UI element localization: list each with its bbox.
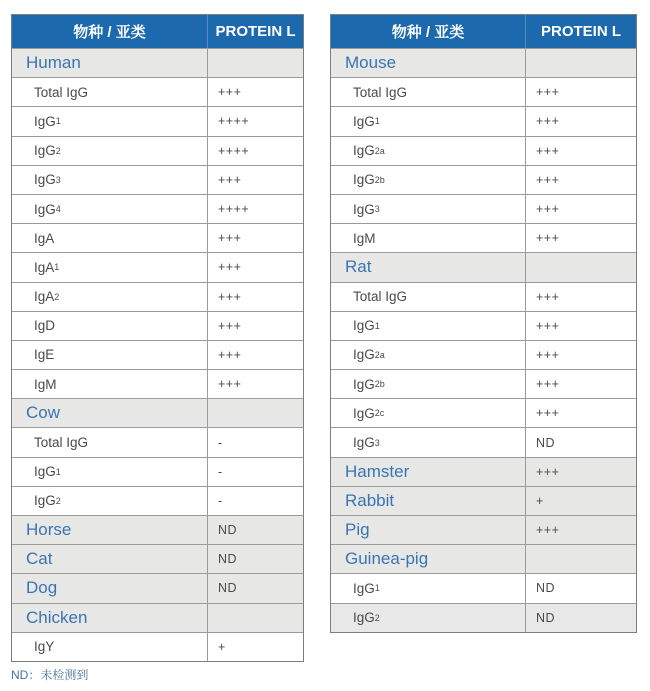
subclass-data-row	[331, 311, 636, 340]
subclass-label: IgG 4	[12, 195, 208, 223]
subclass-data-row	[331, 427, 636, 456]
subclass-label: Total IgG	[331, 78, 526, 106]
subclass-label: IgG 2	[12, 137, 208, 165]
species-table-left	[11, 14, 304, 662]
subclass-data-row	[12, 223, 303, 252]
binding-strength-value: +++	[536, 406, 560, 421]
binding-strength-value: ND	[218, 552, 238, 567]
binding-strength-value: +++	[218, 289, 242, 304]
subclass-data-row	[12, 252, 303, 281]
species-name: Cat	[12, 545, 208, 573]
binding-strength-value: +++	[536, 318, 560, 333]
subclass-label: Total IgG	[12, 428, 208, 456]
binding-strength-value	[208, 49, 303, 77]
subclass-label: IgG 2a	[331, 137, 526, 165]
binding-strength-value: +++	[218, 85, 242, 100]
subclass-data-row	[331, 77, 636, 106]
binding-strength-value: -	[218, 464, 223, 479]
binding-strength-value: +++	[536, 202, 560, 217]
species-section-row	[12, 48, 303, 77]
species-section-row	[331, 486, 636, 515]
species-name: Chicken	[12, 604, 208, 632]
species-column-header: 物种 / 亚类	[331, 15, 526, 48]
binding-strength-value: +++	[536, 114, 560, 129]
subclass-label: IgG 2c	[331, 399, 526, 427]
species-section-row	[12, 544, 303, 573]
subclass-data-row	[12, 136, 303, 165]
subclass-data-row	[12, 427, 303, 456]
subclass-label: IgA 1	[12, 253, 208, 281]
subclass-data-row	[12, 106, 303, 135]
subclass-label: IgM	[12, 370, 208, 398]
binding-strength-value: +++	[536, 347, 560, 362]
subclass-label: IgG 2	[12, 487, 208, 515]
species-section-row	[331, 515, 636, 544]
subclass-label: IgG 1	[331, 107, 526, 135]
subclass-data-row	[12, 311, 303, 340]
binding-strength-value: +	[536, 493, 544, 508]
species-section-row	[331, 252, 636, 281]
subclass-data-row	[12, 369, 303, 398]
binding-strength-value: ++++	[218, 114, 250, 129]
subclass-label: Total IgG	[331, 283, 526, 311]
binding-strength-value	[208, 399, 303, 427]
binding-strength-value: ++++	[218, 202, 250, 217]
subclass-label: IgG 3	[12, 166, 208, 194]
species-section-row	[331, 544, 636, 573]
species-section-row	[331, 48, 636, 77]
species-section-row	[12, 573, 303, 602]
binding-strength-value	[526, 253, 636, 281]
subclass-data-row	[12, 165, 303, 194]
species-name: Cow	[12, 399, 208, 427]
subclass-data-row	[12, 340, 303, 369]
table-header-row	[12, 15, 303, 48]
protein-l-column-header: PROTEIN L	[540, 23, 621, 40]
binding-strength-value: +++	[218, 260, 242, 275]
subclass-data-row	[331, 282, 636, 311]
subclass-label: IgG 1	[331, 574, 526, 602]
subclass-label: IgD	[12, 312, 208, 340]
species-name: Pig	[331, 516, 526, 544]
binding-strength-value: +++	[218, 347, 242, 362]
subclass-data-row	[12, 486, 303, 515]
binding-strength-value: -	[218, 435, 223, 450]
subclass-data-row	[12, 194, 303, 223]
subclass-data-row	[331, 194, 636, 223]
species-section-row	[12, 603, 303, 632]
subclass-data-row	[331, 165, 636, 194]
subclass-label: IgA 2	[12, 283, 208, 311]
nd-legend-note: ND：未检测到	[11, 668, 89, 682]
species-section-row	[12, 515, 303, 544]
species-name: Rabbit	[331, 487, 526, 515]
species-name: Horse	[12, 516, 208, 544]
subclass-label: IgG 2a	[331, 341, 526, 369]
subclass-label: IgG 1	[331, 312, 526, 340]
subclass-label: IgG 2b	[331, 370, 526, 398]
subclass-label: IgG 2	[331, 604, 526, 632]
subclass-data-row	[331, 398, 636, 427]
species-name: Hamster	[331, 458, 526, 486]
subclass-label: IgG 1	[12, 458, 208, 486]
binding-strength-value: +++	[218, 172, 242, 187]
subclass-label: IgY	[12, 633, 208, 661]
species-name: Dog	[12, 574, 208, 602]
subclass-data-row	[331, 223, 636, 252]
subclass-label: IgG 3	[331, 195, 526, 223]
subclass-data-row	[331, 136, 636, 165]
subclass-label: IgG 3	[331, 428, 526, 456]
binding-strength-value: +++	[536, 172, 560, 187]
binding-strength-value	[526, 49, 636, 77]
subclass-label: IgA	[12, 224, 208, 252]
species-name: Guinea-pig	[331, 545, 526, 573]
subclass-label: IgM	[331, 224, 526, 252]
subclass-data-row	[331, 573, 636, 602]
subclass-data-row	[331, 603, 636, 632]
binding-strength-value: +	[218, 639, 226, 654]
binding-strength-value	[208, 604, 303, 632]
subclass-data-row	[12, 77, 303, 106]
binding-strength-value: ++++	[218, 143, 250, 158]
species-section-row	[331, 457, 636, 486]
binding-strength-value: +++	[218, 231, 242, 246]
subclass-data-row	[331, 340, 636, 369]
species-name: Mouse	[331, 49, 526, 77]
binding-strength-value	[526, 545, 636, 573]
binding-strength-value: -	[218, 493, 223, 508]
binding-strength-value: +++	[536, 523, 560, 538]
subclass-label: IgG 1	[12, 107, 208, 135]
table-body	[12, 48, 303, 661]
subclass-data-row	[12, 457, 303, 486]
binding-strength-value: +++	[536, 289, 560, 304]
species-section-row	[12, 398, 303, 427]
subclass-label: IgE	[12, 341, 208, 369]
binding-strength-value: +++	[536, 464, 560, 479]
subclass-data-row	[12, 632, 303, 661]
subclass-data-row	[331, 369, 636, 398]
binding-strength-value: ND	[218, 581, 238, 596]
species-column-header: 物种 / 亚类	[12, 15, 208, 48]
species-table-right	[330, 14, 637, 633]
binding-strength-value: ND	[218, 523, 238, 538]
table-body	[331, 48, 636, 632]
subclass-label: Total IgG	[12, 78, 208, 106]
species-name: Rat	[331, 253, 526, 281]
subclass-label: IgG 2b	[331, 166, 526, 194]
binding-strength-value: ND	[536, 581, 556, 596]
binding-strength-value: +++	[536, 143, 560, 158]
subclass-data-row	[331, 106, 636, 135]
protein-l-column-header: PROTEIN L	[215, 23, 296, 40]
binding-strength-value: ND	[536, 610, 556, 625]
binding-strength-value: +++	[536, 231, 560, 246]
binding-strength-value: ND	[536, 435, 556, 450]
table-header-row	[331, 15, 636, 48]
subclass-data-row	[12, 282, 303, 311]
binding-strength-value: +++	[218, 318, 242, 333]
binding-strength-value: +++	[536, 377, 560, 392]
species-name: Human	[12, 49, 208, 77]
binding-strength-value: +++	[218, 377, 242, 392]
binding-strength-value: +++	[536, 85, 560, 100]
